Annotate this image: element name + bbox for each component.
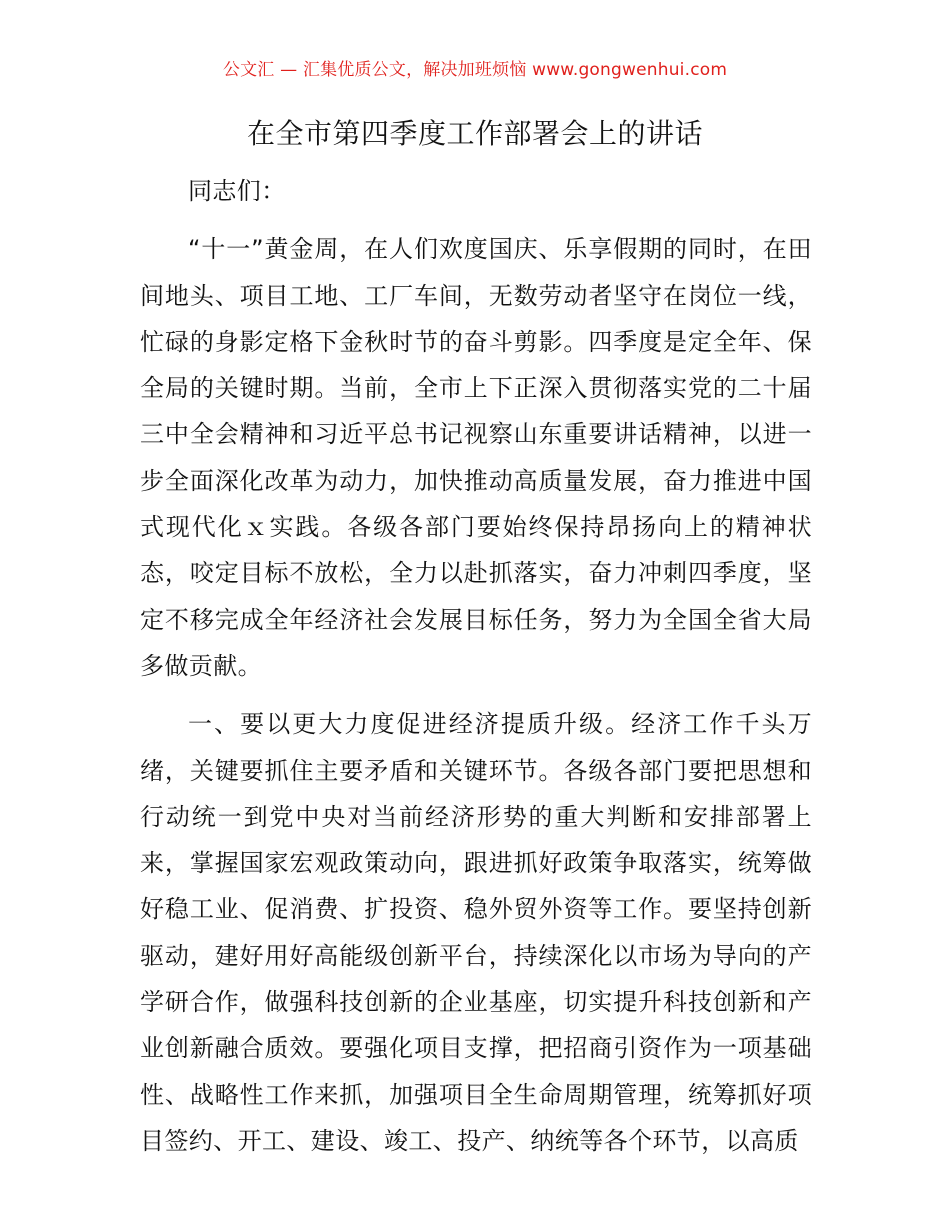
site-header-banner: 公文汇 — 汇集优质公文，解决加班烦恼 www.gongwenhui.com	[222, 60, 728, 80]
paragraph-section-one: 一、要以更大力度促进经济提质升级。经济工作千头万绪，关键要抓住主要矛盾和关键环节。各级各部门要把思想和行动统一到党中央对当前经济形势的重大判断和安排部署上来，掌握国家宏观政策动向，跟进抓好政策争取落实，统筹做好稳工业、促消费、扩投资、稳外贸外资等工作。要坚持创新驱动，建好用好高能级创新平台，持续深化以市场为导向的产学研合作，做强科技创新的企业基座，切实提升科技创新和产业创新融合质效。要强化项目支撑，把招商引资作为一项基础性、战略性工作来抓，加强项目全生命周期管理，统筹抓好项目签约、开工、建设、竣工、投产、纳统等各个环节，以高质	[140, 710, 812, 1155]
salutation: 同志们：	[188, 177, 286, 205]
paragraph-intro: “十一”黄金周，在人们欢度国庆、乐享假期的同时，在田间地头、项目工地、工厂车间，无数劳动者坚守在岗位一线，忙碌的身影定格下金秋时节的奋斗剪影。四季度是定全年、保全局的关键时期。当前，全市上下正深入贯彻落实党的二十届三中全会精神和习近平总书记视察山东重要讲话精神，以进一步全面深化改革为动力，加快推动高质量发展，奋力推进中国式现代化ｘ实践。各级各部门要始终保持昂扬向上的精神状态，咬定目标不放松，全力以赴抓落实，奋力冲刺四季度，坚定不移完成全年经济社会发展目标任务，努力为全国全省大局多做贡献。	[140, 235, 812, 680]
document-body	[140, 168, 812, 1176]
document-title: 在全市第四季度工作部署会上的讲话	[246, 117, 703, 150]
